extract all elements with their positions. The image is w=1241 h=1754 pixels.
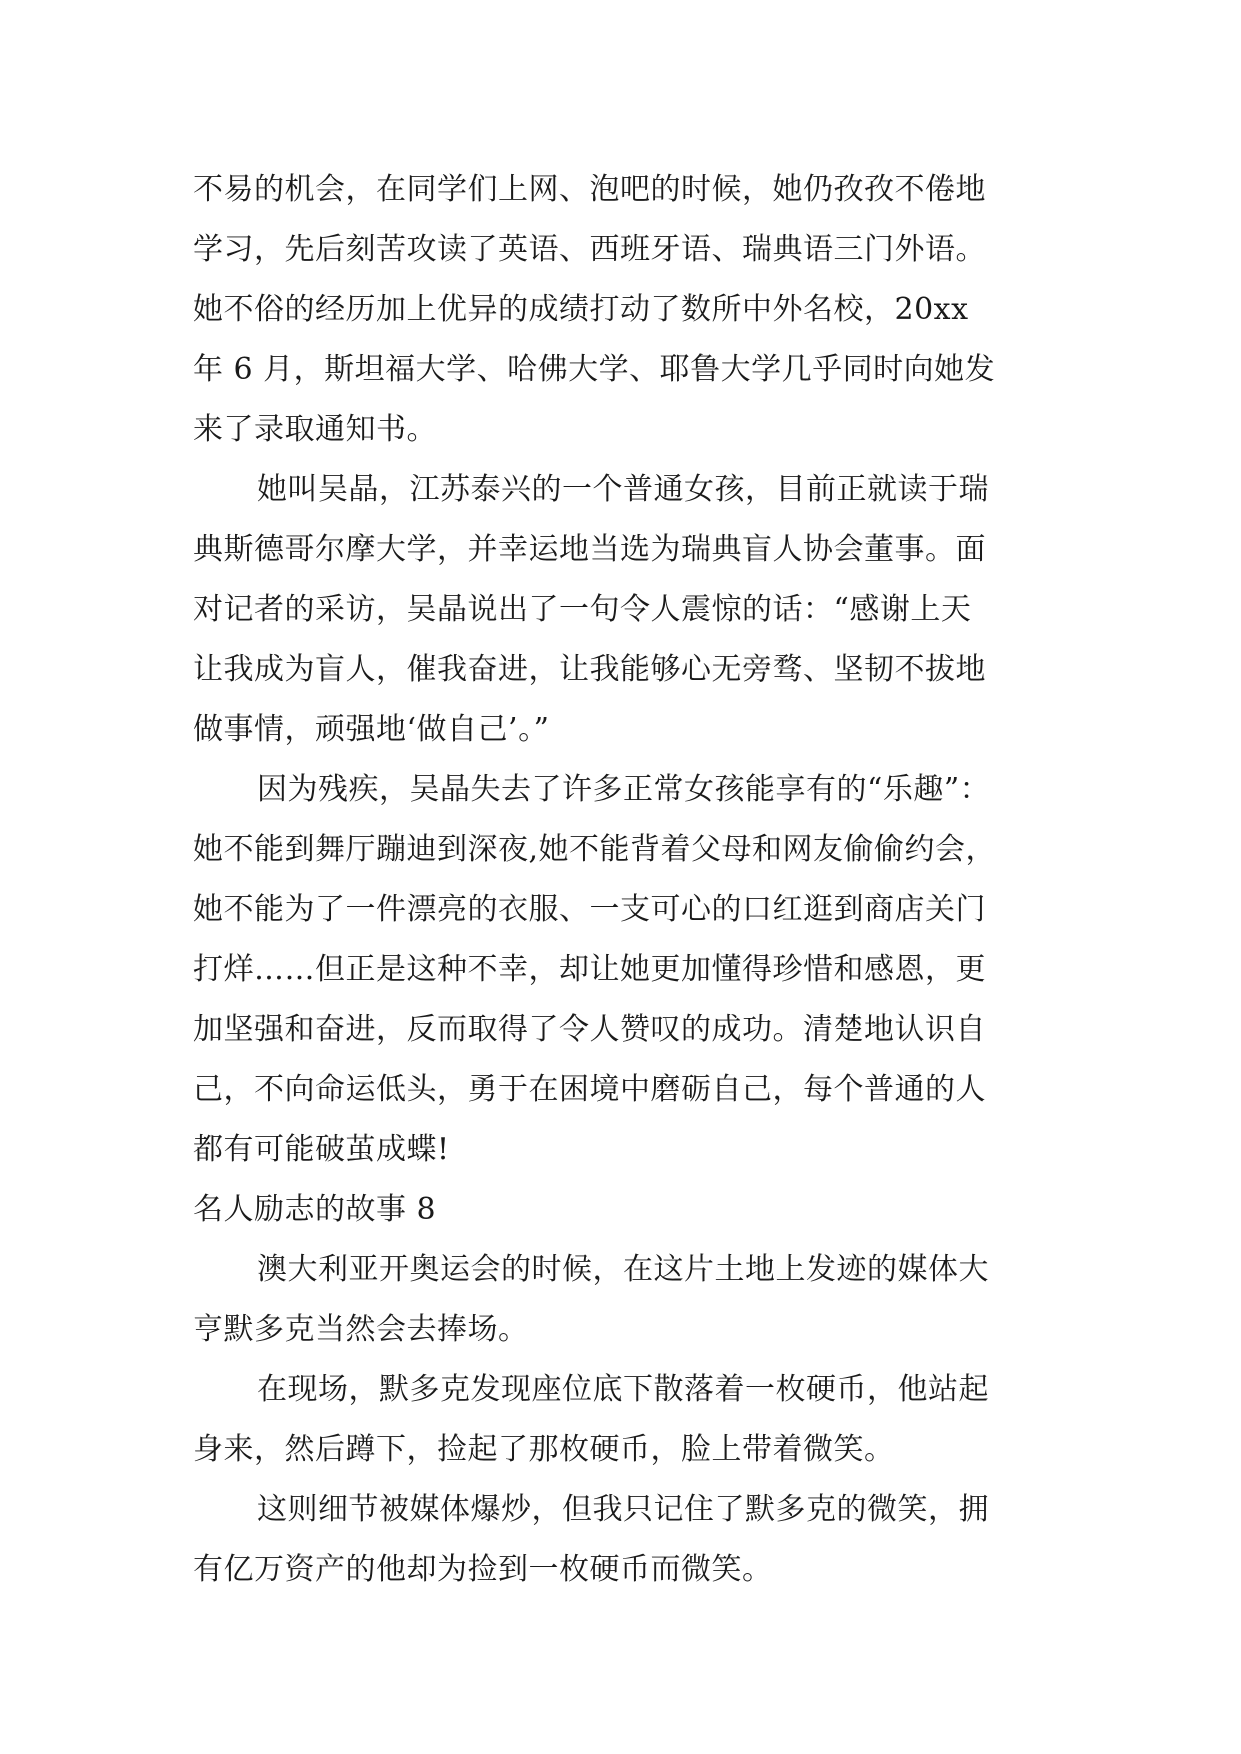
text-line: 年 6 月，斯坦福大学、哈佛大学、耶鲁大学几乎同时向她发 <box>193 352 996 387</box>
text-line: 都有可能破茧成蝶! <box>193 1132 450 1167</box>
text-line: 亨默多克当然会去捧场。 <box>193 1312 529 1347</box>
paragraph-start-line: 澳大利亚开奥运会的时候，在这片土地上发迹的媒体大 <box>257 1252 989 1287</box>
paragraph-start-line: 这则细节被媒体爆炒，但我只记住了默多克的微笑，拥 <box>257 1492 989 1527</box>
text-line: 打烊……但正是这种不幸，却让她更加懂得珍惜和感恩，更 <box>193 952 986 987</box>
paragraph-start-line: 她叫吴晶，江苏泰兴的一个普通女孩，目前正就读于瑞 <box>257 472 989 507</box>
text-line: 身来，然后蹲下，捡起了那枚硬币，脸上带着微笑。 <box>193 1432 895 1467</box>
text-line: 她不能到舞厅蹦迪到深夜,她不能背着父母和网友偷偷约会， <box>193 832 997 867</box>
document-body <box>193 160 1073 1600</box>
paragraph-start-line: 在现场，默多克发现座位底下散落着一枚硬币，他站起 <box>257 1372 989 1407</box>
text-line: 不易的机会，在同学们上网、泡吧的时候，她仍孜孜不倦地 <box>193 172 986 207</box>
text-line: 她不俗的经历加上优异的成绩打动了数所中外名校，20xx <box>193 292 969 327</box>
text-line: 学习，先后刻苦攻读了英语、西班牙语、瑞典语三门外语。 <box>193 232 986 267</box>
text-line: 做事情，顽强地‘做自己’。” <box>193 712 550 747</box>
section-heading: 名人励志的故事 8 <box>193 1192 437 1227</box>
text-line: 对记者的采访，吴晶说出了一句令人震惊的话：“感谢上天 <box>193 592 972 627</box>
text-line: 典斯德哥尔摩大学，并幸运地当选为瑞典盲人协会董事。面 <box>193 532 986 567</box>
text-line: 来了录取通知书。 <box>193 412 437 447</box>
text-line: 她不能为了一件漂亮的衣服、一支可心的口红逛到商店关门 <box>193 892 986 927</box>
text-line: 己，不向命运低头，勇于在困境中磨砺自己，每个普通的人 <box>193 1072 986 1107</box>
text-line: 让我成为盲人，催我奋进，让我能够心无旁骛、坚韧不拔地 <box>193 652 986 687</box>
text-line: 加坚强和奋进，反而取得了令人赞叹的成功。清楚地认识自 <box>193 1012 986 1047</box>
paragraph-start-line: 因为残疾，吴晶失去了许多正常女孩能享有的“乐趣”： <box>257 772 991 807</box>
text-line: 有亿万资产的他却为捡到一枚硬币而微笑。 <box>193 1552 773 1587</box>
